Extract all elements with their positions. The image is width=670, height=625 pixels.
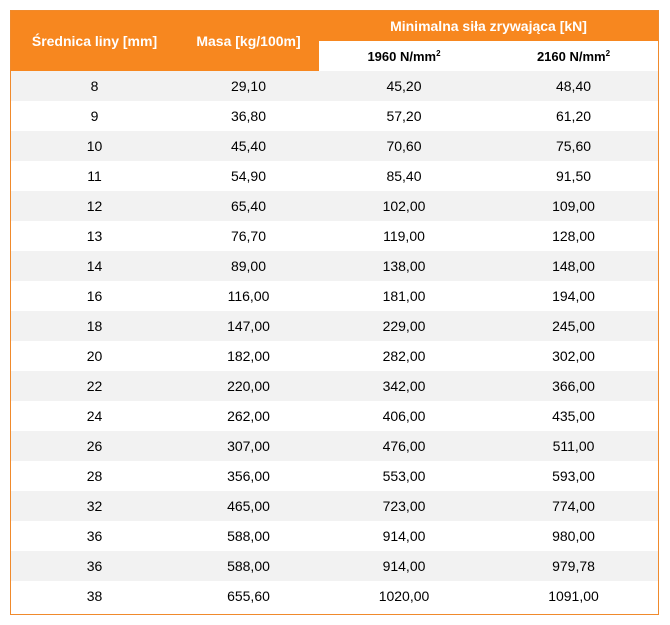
cell-diameter: 20	[11, 341, 178, 371]
cell-diameter: 18	[11, 311, 178, 341]
cell-force-1960: 138,00	[319, 251, 489, 281]
cell-mass: 307,00	[178, 431, 319, 461]
cell-force-2160: 774,00	[489, 491, 658, 521]
cell-force-2160: 61,20	[489, 101, 658, 131]
table-row	[11, 71, 658, 101]
cell-force-1960: 553,00	[319, 461, 489, 491]
cell-diameter: 36	[11, 551, 178, 581]
rope-spec-table-container	[10, 10, 659, 615]
header-row	[11, 11, 658, 41]
cell-mass: 220,00	[178, 371, 319, 401]
header-mass: Masa [kg/100m]	[178, 11, 319, 71]
cell-force-1960: 476,00	[319, 431, 489, 461]
cell-force-1960: 1020,00	[319, 581, 489, 611]
cell-diameter: 26	[11, 431, 178, 461]
cell-diameter: 8	[11, 71, 178, 101]
cell-force-1960: 914,00	[319, 551, 489, 581]
cell-force-2160: 194,00	[489, 281, 658, 311]
cell-force-2160: 1091,00	[489, 581, 658, 611]
cell-diameter: 36	[11, 521, 178, 551]
table-row	[11, 131, 658, 161]
cell-mass: 36,80	[178, 101, 319, 131]
table-row	[11, 431, 658, 461]
cell-mass: 29,10	[178, 71, 319, 101]
grade-1960-label: 1960 N/mm	[367, 48, 437, 64]
header-diameter: Średnica liny [mm]	[11, 11, 178, 71]
rope-spec-table	[11, 11, 658, 611]
cell-diameter: 10	[11, 131, 178, 161]
table-row	[11, 521, 658, 551]
cell-force-2160: 366,00	[489, 371, 658, 401]
cell-mass: 89,00	[178, 251, 319, 281]
table-body	[11, 71, 658, 611]
grade-2160-exponent: 2	[605, 48, 611, 58]
cell-force-2160: 109,00	[489, 191, 658, 221]
cell-force-1960: 229,00	[319, 311, 489, 341]
table-row	[11, 581, 658, 611]
cell-force-1960: 406,00	[319, 401, 489, 431]
cell-mass: 655,60	[178, 581, 319, 611]
cell-mass: 262,00	[178, 401, 319, 431]
cell-diameter: 24	[11, 401, 178, 431]
cell-mass: 465,00	[178, 491, 319, 521]
cell-mass: 588,00	[178, 521, 319, 551]
table-row	[11, 161, 658, 191]
grade-2160-label: 2160 N/mm	[536, 48, 606, 64]
cell-force-1960: 342,00	[319, 371, 489, 401]
cell-mass: 116,00	[178, 281, 319, 311]
cell-force-2160: 302,00	[489, 341, 658, 371]
table-row	[11, 311, 658, 341]
table-row	[11, 191, 658, 221]
cell-force-2160: 75,60	[489, 131, 658, 161]
table-row	[11, 221, 658, 251]
cell-force-1960: 102,00	[319, 191, 489, 221]
table-row	[11, 101, 658, 131]
cell-mass: 76,70	[178, 221, 319, 251]
cell-force-1960: 85,40	[319, 161, 489, 191]
cell-diameter: 12	[11, 191, 178, 221]
header-breaking-force: Minimalna siła zrywająca [kN]	[319, 11, 658, 41]
cell-force-1960: 57,20	[319, 101, 489, 131]
grade-1960-exponent: 2	[436, 48, 441, 58]
cell-force-1960: 914,00	[319, 521, 489, 551]
cell-force-2160: 435,00	[489, 401, 658, 431]
table-row	[11, 491, 658, 521]
cell-force-2160: 148,00	[489, 251, 658, 281]
cell-force-2160: 979,78	[489, 551, 658, 581]
table-row	[11, 341, 658, 371]
cell-diameter: 11	[11, 161, 178, 191]
cell-force-2160: 245,00	[489, 311, 658, 341]
subheader-grade-1960	[319, 41, 489, 71]
cell-force-2160: 511,00	[489, 431, 658, 461]
table-row	[11, 251, 658, 281]
cell-mass: 588,00	[178, 551, 319, 581]
cell-force-1960: 70,60	[319, 131, 489, 161]
cell-mass: 45,40	[178, 131, 319, 161]
cell-diameter: 22	[11, 371, 178, 401]
cell-force-2160: 128,00	[489, 221, 658, 251]
cell-diameter: 28	[11, 461, 178, 491]
cell-force-2160: 980,00	[489, 521, 658, 551]
cell-diameter: 38	[11, 581, 178, 611]
cell-diameter: 32	[11, 491, 178, 521]
table-row	[11, 551, 658, 581]
cell-mass: 147,00	[178, 311, 319, 341]
cell-force-1960: 282,00	[319, 341, 489, 371]
cell-force-2160: 48,40	[489, 71, 658, 101]
cell-mass: 182,00	[178, 341, 319, 371]
cell-mass: 356,00	[178, 461, 319, 491]
cell-mass: 65,40	[178, 191, 319, 221]
cell-diameter: 9	[11, 101, 178, 131]
cell-force-1960: 119,00	[319, 221, 489, 251]
table-row	[11, 371, 658, 401]
cell-force-1960: 45,20	[319, 71, 489, 101]
subheader-grade-2160	[489, 41, 658, 71]
cell-diameter: 13	[11, 221, 178, 251]
cell-force-2160: 593,00	[489, 461, 658, 491]
cell-mass: 54,90	[178, 161, 319, 191]
cell-diameter: 16	[11, 281, 178, 311]
table-row	[11, 461, 658, 491]
cell-force-1960: 181,00	[319, 281, 489, 311]
cell-force-2160: 91,50	[489, 161, 658, 191]
table-row	[11, 281, 658, 311]
cell-force-1960: 723,00	[319, 491, 489, 521]
table-row	[11, 401, 658, 431]
cell-diameter: 14	[11, 251, 178, 281]
